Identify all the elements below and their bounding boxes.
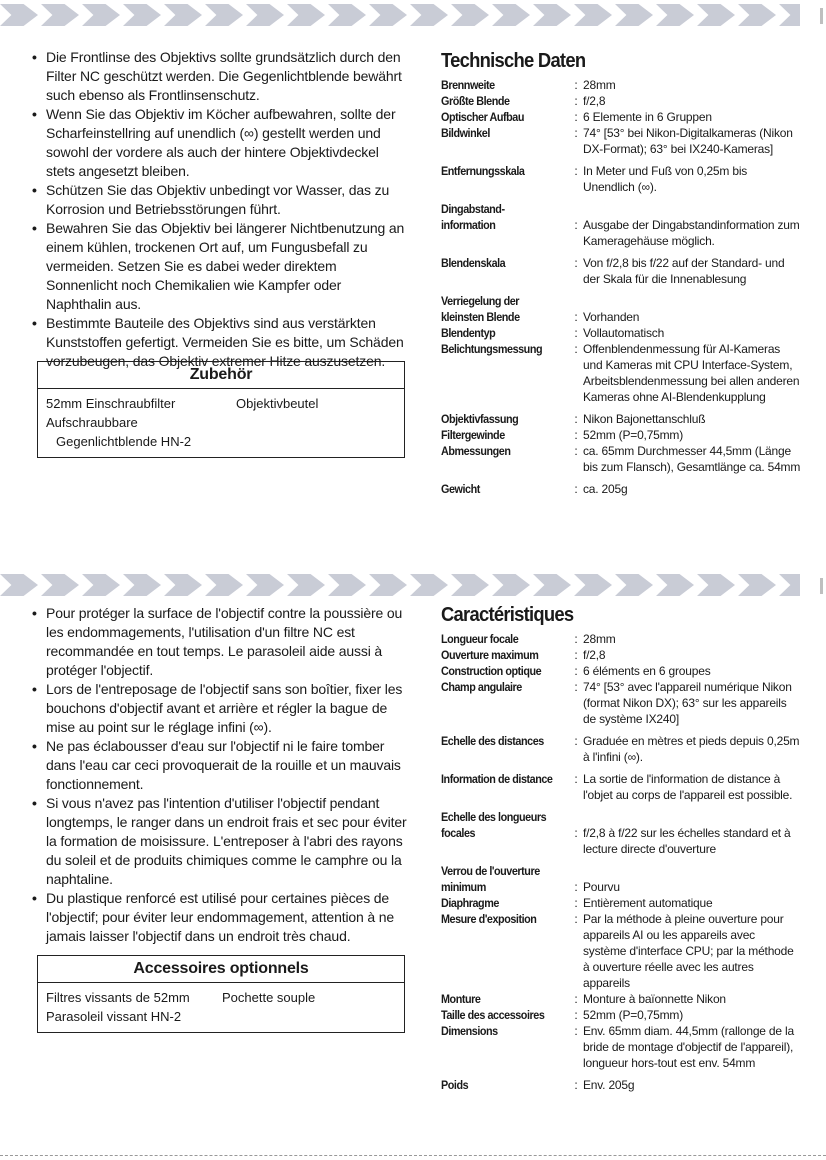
spec-table-de: [441, 50, 801, 497]
accessories-box-fr: [37, 955, 405, 1033]
arrow-icon: [41, 4, 79, 26]
spec-value: Vorhanden: [583, 310, 640, 324]
list-item: • Wenn Sie das Objektiv im Köcher aufbewahren, sollte der Scharfeinstellring auf unendlich (∞) gestellt werden und sowohl der vordere als auch der hintere Objektivdeckel stets angesetzt bleiben.: [32, 105, 408, 181]
arrow-icon: [615, 574, 653, 596]
accessory-item: Aufschraubbare: [46, 415, 138, 430]
spec-value: ca. 205g: [583, 482, 628, 496]
arrow-icon: [205, 4, 243, 26]
arrow-icon: [451, 4, 489, 26]
spec-value: In Meter und Fuß von 0,25m bis Unendlich (∞).: [583, 164, 748, 194]
colon: :: [574, 648, 578, 662]
spec-row: [441, 325, 801, 341]
list-item: • Si vous n'avez pas l'intention d'utiliser l'objectif pendant longtemps, le ranger dans un endroit frais et sec pour éviter la formation de moisissure. L'entreposer à l'abri des rayons du soleil et de produits chimiques comme le camphre ou la naphtaline.: [32, 794, 408, 889]
spec-row: [441, 1077, 801, 1093]
spec-key: Entfernungsskala: [441, 164, 525, 178]
arrow-icon: [246, 4, 284, 26]
colon: :: [574, 482, 578, 496]
spec-value: Von f/2,8 bis f/22 auf der Standard- und der Skala für die Innenablesung: [583, 256, 785, 286]
spec-row: [441, 733, 801, 765]
arrow-band-top: [0, 4, 800, 30]
spec-value: 6 Elemente in 6 Gruppen: [583, 110, 712, 124]
spec-row: [441, 771, 801, 803]
spec-key: Dimensions: [441, 1024, 498, 1038]
colon: :: [574, 632, 578, 646]
arrow-icon: [533, 4, 571, 26]
colon: :: [574, 912, 578, 926]
spec-value: f/2,8: [583, 94, 606, 108]
spec-value: Monture à baïonnette Nikon: [583, 992, 726, 1006]
spec-row: [441, 663, 801, 679]
arrow-icon: [656, 574, 694, 596]
spec-key: Diaphragme: [441, 896, 499, 910]
spec-value: ca. 65mm Durchmesser 44,5mm (Länge bis zum Flansch), Gesamtlänge ca. 54mm: [583, 444, 801, 474]
arrow-icon: [779, 4, 800, 26]
arrow-icon: [615, 4, 653, 26]
spec-row: [441, 255, 801, 287]
spec-key: Filtergewinde: [441, 428, 505, 442]
spec-key: Echelle des distances: [441, 734, 544, 748]
arrow-icon: [410, 4, 448, 26]
arrow-icon: [164, 4, 202, 26]
arrow-icon: [697, 574, 735, 596]
list-item: • Ne pas éclabousser d'eau sur l'objectif ni le faire tomber dans l'eau car ceci provoquerait de la rouille et un mauvais fonctionnement.: [32, 737, 408, 794]
spec-row: [441, 443, 801, 475]
accessories-box-de: [37, 361, 405, 458]
colon: :: [574, 110, 578, 124]
spec-key: Blendenskala: [441, 256, 506, 270]
colon: :: [574, 1078, 578, 1092]
arrow-icon: [0, 574, 38, 596]
spec-key: Champ angulaire: [441, 680, 522, 694]
spec-value: f/2,8: [583, 648, 606, 662]
accessory-item: Gegenlichtblende HN-2: [56, 434, 192, 449]
accessory-item: Filtres vissants de 52mm: [46, 990, 190, 1005]
arrow-icon: [574, 574, 612, 596]
spec-value: Vollautomatisch: [583, 326, 665, 340]
arrow-icon: [328, 574, 366, 596]
spec-row: [441, 809, 801, 857]
spec-value: Nikon Bajonettanschluß: [583, 412, 706, 426]
spec-row: [441, 125, 801, 157]
spec-value: Offenblendenmessung für AI-Kameras und Kameras mit CPU Interface-System, Arbeitsblendenmessung bei allen anderen Kameras ohne AI-Blendenkupplung: [583, 342, 800, 404]
arrow-icon: [369, 4, 407, 26]
spec-key: Bildwinkel: [441, 126, 490, 140]
arrow-icon: [123, 574, 161, 596]
spec-row: [441, 77, 801, 93]
colon: :: [574, 664, 578, 678]
arrow-icon: [205, 574, 243, 596]
spec-row: [441, 427, 801, 443]
colon: :: [574, 256, 578, 270]
spec-row: [441, 1023, 801, 1071]
colon: :: [574, 218, 578, 232]
spec-value: Graduée en mètres et pieds depuis 0,25m à l'infini (∞).: [583, 734, 800, 764]
arrow-icon: [123, 4, 161, 26]
spec-row: [441, 647, 801, 663]
spec-table-fr: [441, 604, 801, 1093]
colon: :: [574, 342, 578, 356]
spec-key: Größte Blende: [441, 94, 510, 108]
spec-row: [441, 201, 801, 249]
colon: :: [574, 310, 578, 324]
arrow-icon: [533, 574, 571, 596]
spec-value: 52mm (P=0,75mm): [583, 428, 684, 442]
arrow-icon: [492, 574, 530, 596]
spec-key: Brennweite: [441, 78, 495, 92]
spec-key: Echelle des longueurs focales: [441, 810, 547, 840]
spec-row: [441, 631, 801, 647]
list-item: • Du plastique renforcé est utilisé pour certaines pièces de l'objectif; pour éviter leur endommagement, attention à ne jamais laisser l'objectif dans un endroit très chaud.: [32, 889, 408, 946]
spec-key: Longueur focale: [441, 632, 519, 646]
arrow-icon: [287, 4, 325, 26]
spec-key: Gewicht: [441, 482, 480, 496]
spec-value: Ausgabe der Dingabstandinformation zum Kameragehäuse möglich.: [583, 218, 800, 248]
arrow-icon: [82, 574, 120, 596]
spec-value: 52mm (P=0,75mm): [583, 1008, 684, 1022]
spec-key: Blendentyp: [441, 326, 496, 340]
spec-key: Belichtungsmessung: [441, 342, 543, 356]
spec-key: Poids: [441, 1078, 469, 1092]
spec-value: 74° [53° avec l'appareil numérique Nikon (format Nikon DX); 63° sur les appareils de système IX240]: [583, 680, 792, 726]
colon: :: [574, 680, 578, 694]
spec-value: Env. 65mm diam. 44,5mm (rallonge de la bride de montage d'objectif de l'appareil), longueur hors-tout est env. 54mm: [583, 1024, 794, 1070]
arrow-icon: [164, 574, 202, 596]
spec-title: Technische Daten: [441, 50, 586, 72]
accessories-title: Accessoires optionnels: [38, 956, 404, 983]
spec-row: [441, 163, 801, 195]
spec-key: Verrou de l'ouverture minimum: [441, 864, 540, 894]
spec-key: Taille des accessoires: [441, 1008, 545, 1022]
spec-row: [441, 293, 801, 325]
spec-value: Pourvu: [583, 880, 620, 894]
colon: :: [574, 428, 578, 442]
spec-title: Caractéristiques: [441, 604, 574, 626]
colon: :: [574, 1024, 578, 1038]
spec-row: [441, 411, 801, 427]
spec-value: Par la méthode à pleine ouverture pour appareils AI ou les appareils avec système d'interface CPU; par la méthode à ouverture réelle avec les autres appareils: [583, 912, 794, 990]
spec-row: [441, 341, 801, 405]
spec-key: Construction optique: [441, 664, 542, 678]
spec-row: [441, 895, 801, 911]
spec-value: Entièrement automatique: [583, 896, 713, 910]
page-bottom-rule: [0, 1155, 826, 1156]
spec-row: [441, 863, 801, 895]
arrow-icon: [656, 4, 694, 26]
list-item: • Bewahren Sie das Objektiv bei längerer Nichtbenutzung an einem kühlen, trockenen Ort auf, um Fungusbefall zu vermeiden. Setzen Sie es dabei weder direktem Sonnenlicht noch Chemikalien wie Kampfer oder Naphthalin aus.: [32, 219, 408, 314]
list-item: • Pour protéger la surface de l'objectif contre la poussière ou les endommagements, l'utilisation d'un filtre NC est recommandée en tout temps. Le parasoleil aide aussi à protéger l'objectif.: [32, 604, 408, 680]
accessory-item: Pochette souple: [222, 990, 316, 1005]
colon: :: [574, 326, 578, 340]
spec-value: La sortie de l'information de distance à l'objet au corps de l'appareil est possible.: [583, 772, 793, 802]
spec-value: 28mm: [583, 78, 616, 92]
colon: :: [574, 126, 578, 140]
colon: :: [574, 896, 578, 910]
spec-value: 74° [53° bei Nikon-Digitalkameras (Nikon DX-Format); 63° bei IX240-Kameras]: [583, 126, 793, 156]
colon: :: [574, 164, 578, 178]
arrow-icon: [738, 574, 776, 596]
arrow-icon: [697, 4, 735, 26]
spec-row: [441, 1007, 801, 1023]
list-item: • Lors de l'entreposage de l'objectif sans son boîtier, fixer les bouchons d'objectif avant et arrière et régler la bague de mise au point sur le réglage infini (∞).: [32, 680, 408, 737]
accessory-item: 52mm Einschraubfilter: [46, 396, 176, 411]
spec-key: Mesure d'exposition: [441, 912, 537, 926]
edge-mark: [820, 8, 823, 24]
bullet-list-de: [32, 48, 408, 371]
spec-key: Information de distance: [441, 772, 553, 786]
colon: :: [574, 880, 578, 894]
spec-key: Dingabstand- information: [441, 202, 505, 232]
arrow-icon: [451, 574, 489, 596]
spec-key: Optischer Aufbau: [441, 110, 525, 124]
colon: :: [574, 1008, 578, 1022]
arrow-icon: [246, 574, 284, 596]
spec-key: Monture: [441, 992, 481, 1006]
accessory-item: Objektivbeutel: [236, 396, 319, 411]
colon: :: [574, 412, 578, 426]
spec-value: Env. 205g: [583, 1078, 635, 1092]
arrow-icon: [492, 4, 530, 26]
edge-mark: [820, 578, 823, 594]
accessories-title: Zubehör: [38, 362, 404, 389]
spec-row: [441, 911, 801, 991]
list-item: • Die Frontlinse des Objektivs sollte grundsätzlich durch den Filter NC geschützt werden. Die Gegenlichtblende bewährt such ebenso als Frontlinsenschutz.: [32, 48, 408, 105]
accessory-item: Parasoleil vissant HN-2: [46, 1009, 182, 1024]
spec-value: f/2,8 à f/22 sur les échelles standard et à lecture directe d'ouverture: [583, 826, 791, 856]
colon: :: [574, 94, 578, 108]
arrow-icon: [328, 4, 366, 26]
spec-row: [441, 991, 801, 1007]
arrow-icon: [410, 574, 448, 596]
colon: :: [574, 992, 578, 1006]
arrow-icon: [574, 4, 612, 26]
spec-row: [441, 93, 801, 109]
arrow-icon: [0, 4, 38, 26]
colon: :: [574, 734, 578, 748]
spec-key: Abmessungen: [441, 444, 511, 458]
spec-value: 6 éléments en 6 groupes: [583, 664, 711, 678]
colon: :: [574, 772, 578, 786]
spec-key: Ouverture maximum: [441, 648, 539, 662]
colon: :: [574, 444, 578, 458]
list-item: • Schützen Sie das Objektiv unbedingt vor Wasser, das zu Korrosion und Betriebsstörungen führt.: [32, 181, 408, 219]
arrow-icon: [369, 574, 407, 596]
arrow-band-middle: [0, 574, 800, 600]
colon: :: [574, 826, 578, 840]
spec-key: Verriegelung der kleinsten Blende: [441, 294, 520, 324]
arrow-icon: [779, 574, 800, 596]
list-item: • Bestimmte Bauteile des Objektivs sind aus verstärkten Kunststoffen gefertigt. Vermeiden Sie es bitte, um Schäden vorzubeugen, das Objektiv extremer Hitze auszusetzen.: [32, 314, 408, 371]
colon: :: [574, 78, 578, 92]
arrow-icon: [738, 4, 776, 26]
arrow-icon: [41, 574, 79, 596]
spec-key: Objektivfassung: [441, 412, 519, 426]
spec-row: [441, 679, 801, 727]
arrow-icon: [82, 4, 120, 26]
spec-value: 28mm: [583, 632, 616, 646]
spec-row: [441, 109, 801, 125]
bullet-list-fr: [32, 604, 408, 946]
arrow-icon: [287, 574, 325, 596]
spec-row: [441, 481, 801, 497]
